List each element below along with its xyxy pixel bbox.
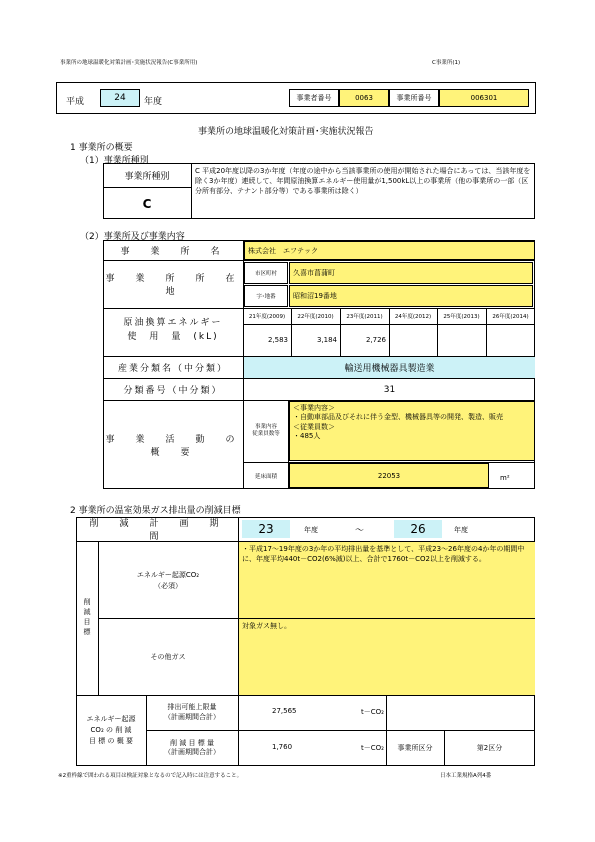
other-gas-label: その他ガス [150,652,186,661]
address-field[interactable]: 昭和沼19番地 [289,285,533,307]
site-type-description: C 平成20年度以降の3か年度（年度の途中から当該事業所の使用が開始された場合にあっては、当該年度を除く3か年度）連続して、年間原油換算エネルギー使用量が1,500kL以上の事業所（他の事業所の一部（区分所有部分、テナント部分等）である事業所は除く） [195,167,531,196]
category-value[interactable]: 第2区分 [476,744,503,752]
energy-co2-label [98,570,238,591]
reduce-unit: t－CO₂ [361,744,384,752]
energy-usage-label [103,316,243,345]
industry-label: 産業分類名（中分類） [117,363,228,374]
period-label: 削 減 計 画 期 間 [89,519,240,542]
class-no-field: 31 [383,384,396,395]
site-name-field[interactable]: 株式会社 エフテック [244,241,535,260]
year-header: 22年度(2010) [297,314,334,320]
activity-label: 事 業 活 動 の 概 要 [105,434,256,458]
floor-area-unit: m² [500,474,510,482]
city-field[interactable]: 久喜市菖蒲町 [289,262,533,284]
site-name-label: 事 業 所 名 [120,246,226,257]
energy-co2-target-field[interactable]: ・平成17～19年度の3か年の平均排出量を基準として、平成23～26年度の4か年の期間中に、年度平均440t－CO2(6%減)以上、合計で1760t－CO2以上を削減する。 [239,542,535,618]
year-suffix: 年度 [144,97,163,107]
operator-no-label: 事業者番号 [289,89,339,107]
energy-usage-label-line1: 原油換算エネルギー [123,318,223,328]
section1-heading: 1 事業所の概要 [70,143,133,153]
year-header: 25年度(2013) [443,314,480,320]
cap-value[interactable]: 27,565 [272,707,297,715]
footer-standard: 日本工業規格A列4番 [440,773,492,779]
period-end-field[interactable]: 26 [394,520,442,538]
category-label: 事業所区分 [397,744,433,752]
section1-sub1: （1）事業所種別 [80,156,149,166]
reduce-value[interactable]: 1,760 [272,743,293,751]
energy-value-cell[interactable]: 3,184 [316,336,337,344]
era-label: 平成 [66,97,85,107]
location-label: 事 業 所 所 在 地 [105,274,256,297]
site-type-label: 事業所種別 [124,171,170,182]
target-label: 削減目標 [83,598,91,638]
site-no-field[interactable]: 006301 [439,89,529,107]
section2-heading: 2 事業所の温室効果ガス排出量の削減目標 [70,506,241,516]
reduce-label: 削 減 目 標 量 （計画期間合計） [164,738,220,756]
energy-co2-label-line1: エネルギー起源CO₂ [136,571,200,579]
site-no-label: 事業所番号 [389,89,439,107]
report-year-field[interactable]: 24 [100,89,140,107]
section1-sub2: （2）事業所及び事業内容 [80,232,185,242]
year-header: 26年度(2014) [492,314,529,320]
energy-usage-label-line2: 使 用 量 (kL) [127,332,219,343]
operator-no-field[interactable]: 0063 [339,89,389,107]
industry-field[interactable]: 輸送用機械器具製造業 [244,357,535,378]
cap-label: 排出可能上限量 （計画期間合計） [164,703,220,721]
main-title: 事業所の地球温暖化対策計画･実施状況報告 [198,127,374,137]
period-unit-end: 年度 [454,526,468,534]
form-header-right: C事業所(1) [432,60,461,66]
year-header: 24年度(2012) [394,314,432,320]
energy-year-grid [243,308,535,356]
energy-value-cell[interactable]: 2,726 [365,336,386,344]
other-gas-field[interactable]: 対象ガス無し。 [239,619,535,695]
cap-unit: t－CO₂ [361,708,384,716]
activity-field[interactable]: ＜事業内容＞ ・自動車部品及びそれに伴う金型、機械器具等の開発、製造、販売 ＜従業員数＞ ・485人 [289,401,535,461]
energy-value-cell[interactable]: 2,583 [267,336,288,344]
footer-note: ※2重枠線で囲われる項目は検証対象となるので記入時には注意すること。 [58,773,243,779]
address-label: 字･地番 [244,285,288,307]
year-header: 21年度(2009) [248,314,286,320]
floor-area-label: 延床面積 [254,473,277,480]
year-header: 23年度(2011) [346,314,383,320]
form-header-left: 事業所の地球温暖化対策計画･実施状況報告(C事業所用) [60,60,198,66]
site-type-value[interactable]: C [142,196,152,211]
activity-sub-label: 事業内容 従業員数等 [252,423,280,437]
city-label: 市区町村 [244,262,288,284]
summary-label: エネルギー起源 CO₂ の 削 減 目 標 の 概 要 [86,714,136,746]
floor-area-field[interactable]: 22053 [289,463,489,488]
class-no-label: 分類番号（中分類） [123,385,223,396]
period-unit-start: 年度 [304,526,318,534]
period-start-field[interactable]: 23 [242,520,290,538]
energy-co2-label-line2: （必須） [154,581,182,590]
period-tilde: ～ [355,526,365,536]
